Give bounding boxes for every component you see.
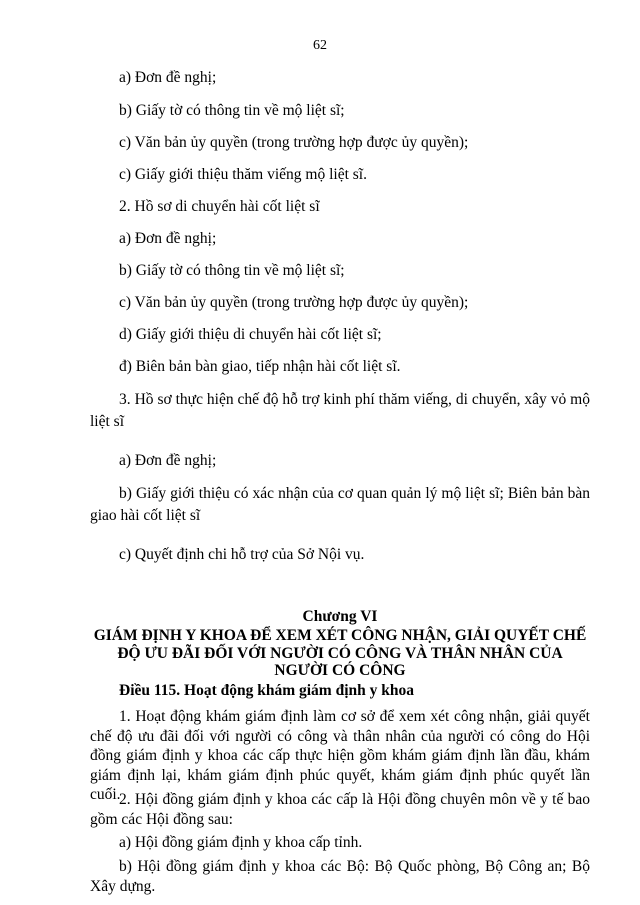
- list-item: 2. Hồ sơ di chuyển hài cốt liệt sĩ: [119, 198, 320, 215]
- article-heading: Điều 115. Hoạt động khám giám định y khoa: [119, 682, 415, 699]
- item-3-paragraph: 3. Hồ sơ thực hiện chế độ hỗ trợ kinh phí thăm viếng, di chuyển, xây vỏ mộ liệt sĩ: [90, 391, 590, 430]
- page-number: 62: [313, 38, 327, 53]
- article-paragraph-1: 1. Hoạt động khám giám định làm cơ sở để xem xét công nhận, giải quyết chế độ ưu đãi đối với người có công và thân nhân của người có công do Hội đồng giám định y khoa các cấp thực hiện gồm khám giám định lần đầu, khám giám định lại, khám giám định phúc quyết, khám giám định phúc quyết lần cuối.: [90, 708, 590, 803]
- list-item: a) Đơn đề nghị;: [119, 452, 217, 469]
- item-3-b-paragraph: b) Giấy giới thiệu có xác nhận của cơ quan quản lý mộ liệt sĩ; Biên bản bàn giao hài cốt liệt sĩ: [90, 485, 590, 524]
- list-item: b) Giấy tờ có thông tin về mộ liệt sĩ;: [119, 262, 345, 279]
- list-item: a) Hội đồng giám định y khoa cấp tỉnh.: [119, 834, 363, 851]
- list-item: d) Giấy giới thiệu di chuyển hài cốt liệt sĩ;: [119, 326, 382, 343]
- list-item: b) Giấy tờ có thông tin về mộ liệt sĩ;: [119, 102, 345, 119]
- list-item: đ) Biên bản bàn giao, tiếp nhận hài cốt liệt sĩ.: [119, 358, 401, 375]
- list-item: a) Đơn đề nghị;: [119, 230, 217, 247]
- chapter-label: Chương VI: [302, 608, 378, 625]
- article-paragraph-2: 2. Hội đồng giám định y khoa các cấp là Hội đồng chuyên môn về y tế bao gồm các Hội đồng sau:: [90, 791, 590, 828]
- list-item: c) Văn bản ủy quyền (trong trường hợp được ủy quyền);: [119, 294, 469, 311]
- list-item: c) Quyết định chi hỗ trợ của Sở Nội vụ.: [119, 546, 365, 563]
- article-paragraph-2b: b) Hội đồng giám định y khoa các Bộ: Bộ Quốc phòng, Bộ Công an; Bộ Xây dựng.: [90, 858, 590, 895]
- list-item: a) Đơn đề nghị;: [119, 69, 217, 86]
- list-item: c) Văn bản ủy quyền (trong trường hợp được ủy quyền);: [119, 134, 469, 151]
- list-item: c) Giấy giới thiệu thăm viếng mộ liệt sĩ.: [119, 166, 367, 183]
- chapter-title: GIÁM ĐỊNH Y KHOA ĐỂ XEM XÉT CÔNG NHẬN, GIẢI QUYẾT CHẾ ĐỘ ƯU ĐÃI ĐỐI VỚI NGƯỜI CÓ CÔNG VÀ THÂN NHÂN CỦA NGƯỜI CÓ CÔNG: [93, 627, 587, 679]
